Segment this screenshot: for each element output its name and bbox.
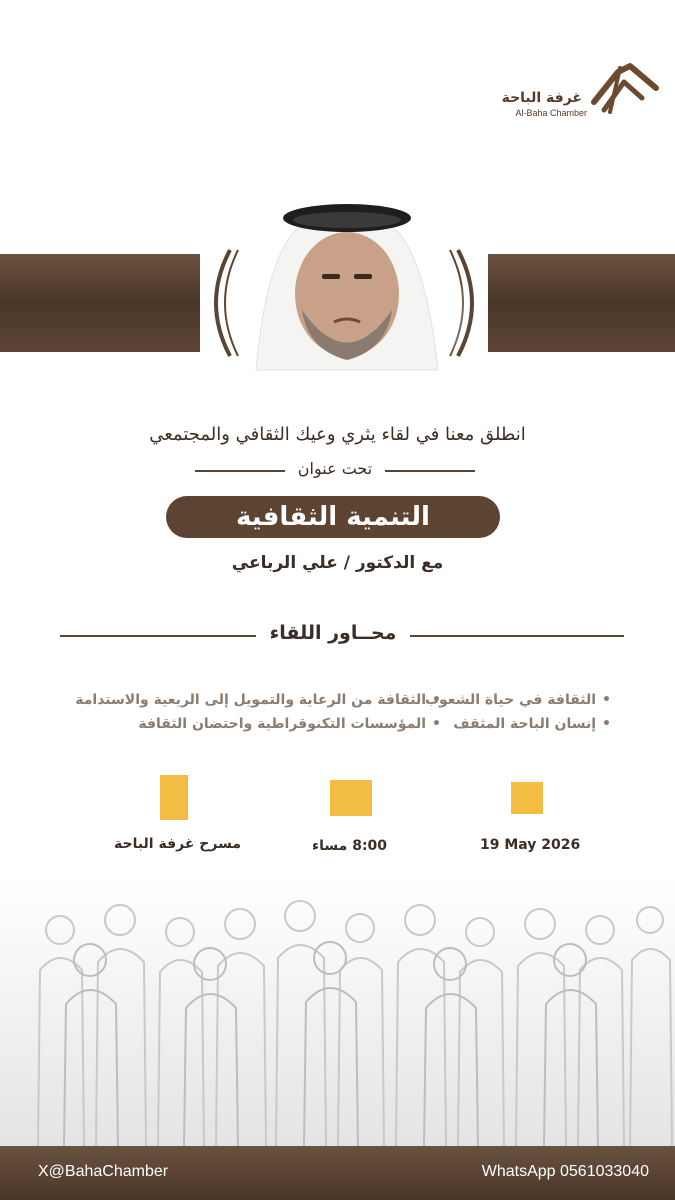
list-item: • الثقافة من الرعاية والتمويل إلى الريعية والاستدامة	[21, 692, 441, 708]
whatsapp-contact[interactable]: WhatsApp 0561033040	[481, 1163, 649, 1180]
guest-name: مع الدكتور / علي الرباعي	[231, 553, 444, 573]
x-handle-link[interactable]: X@BahaChamber	[38, 1163, 169, 1180]
location-icon	[160, 775, 188, 820]
time-icon	[330, 780, 372, 816]
intro-text: انطلق معنا في لقاء يثري وعيك الثقافي والمجتمعي	[149, 424, 526, 445]
speaker-portrait	[226, 190, 466, 390]
event-time: 8:00 مساء	[312, 838, 388, 854]
chamber-logo	[501, 62, 660, 122]
axes-heading-row	[60, 622, 624, 650]
chamber-emblem-icon	[590, 62, 660, 118]
event-title	[166, 496, 500, 538]
event-date: 19 May 2026	[480, 837, 581, 853]
axes-list	[31, 692, 611, 732]
axes-divider-right	[410, 635, 624, 637]
logo-english-name: Al-Baha Chamber	[515, 108, 587, 118]
crowd-illustration	[0, 880, 675, 1146]
subtitle-text: تحت عنوان	[297, 459, 373, 478]
subtitle-row	[195, 456, 475, 484]
date-icon	[511, 782, 543, 814]
list-item: • إنسان الباحة المثقف	[441, 716, 611, 732]
footer-bar	[0, 1146, 675, 1200]
header-band-right	[472, 254, 675, 352]
list-item: • المؤسسات التكنوقراطية واحتضان الثقافة	[21, 716, 441, 732]
logo-arabic-name: غرفة الباحة	[501, 90, 582, 106]
event-title-text: التنمية الثقافية	[236, 502, 430, 532]
header-band-left	[0, 254, 226, 352]
list-item: • الثقافة في حياة الشعوب	[441, 692, 611, 708]
axes-heading: محــاور اللقاء	[269, 622, 397, 644]
axes-divider-left	[60, 635, 256, 637]
event-venue: مسرح غرفة الباحة	[114, 836, 241, 852]
subtitle-divider-right	[385, 470, 475, 472]
